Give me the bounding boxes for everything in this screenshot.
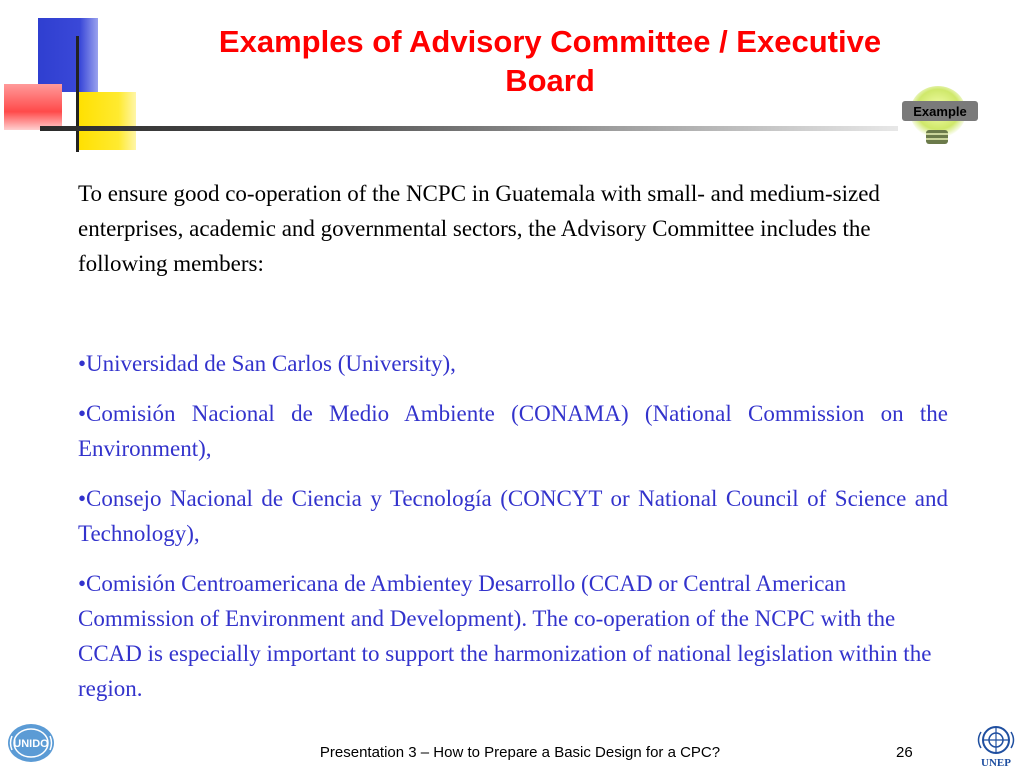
decor-yellow-square <box>78 92 136 150</box>
footer-caption: Presentation 3 – How to Prepare a Basic Design for a CPC? <box>319 744 721 761</box>
decor-title-rule <box>40 126 900 131</box>
decor-vertical-line <box>76 36 79 152</box>
page-number: 26 <box>896 744 913 761</box>
unep-logo-text: UNEP <box>981 757 1011 768</box>
unido-logo-text: UNIDO <box>13 738 49 750</box>
unido-logo <box>6 722 56 764</box>
decor-blue-square <box>38 18 98 92</box>
intro-paragraph: To ensure good co-operation of the NCPC in Guatemala with small- and medium-sized enterprises, academic and governmental sectors, the Advisory Committee includes the following members: <box>78 181 880 276</box>
list-item: •Comisión Nacional de Medio Ambiente (CONAMA) (National Commission on the Environment), <box>78 401 948 461</box>
list-item: •Consejo Nacional de Ciencia y Tecnología (CONCYT or National Council of Science and Technology), <box>78 486 948 546</box>
member-list <box>78 346 948 721</box>
decor-red-square <box>4 84 62 130</box>
list-item: •Universidad de San Carlos (University), <box>78 351 456 376</box>
list-item: •Comisión Centroamericana de Ambientey Desarrollo (CCAD or Central American Commission of Environment and Development). The co-operation of the NCPC with the CCAD is especially important to support the harmonization of national legislation within the region. <box>78 571 932 701</box>
example-lightbulb-icon <box>898 84 982 152</box>
slide-title: Examples of Advisory Committee / Executive Board <box>218 24 882 98</box>
example-badge-label: Example <box>913 104 967 119</box>
unep-logo <box>972 724 1020 768</box>
